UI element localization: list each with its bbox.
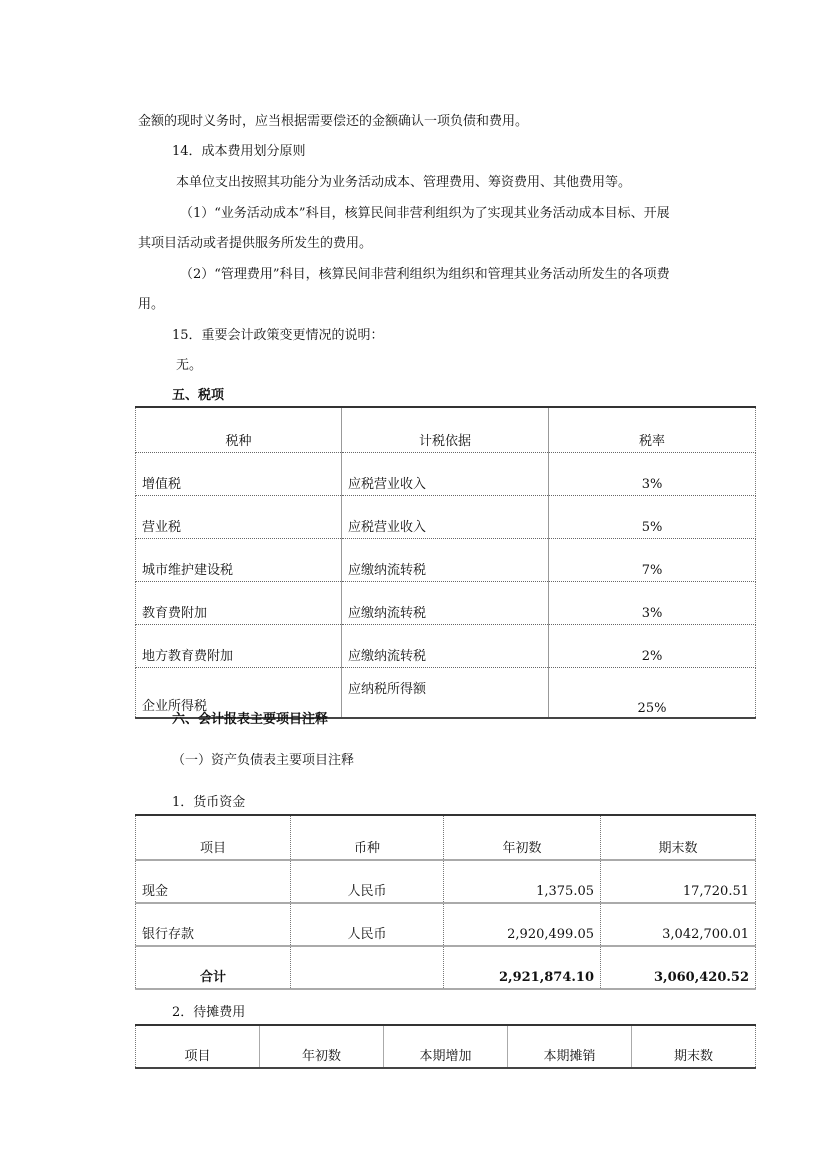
- cash-currency: 人民币: [291, 860, 444, 903]
- paragraph-expense-classification: 本单位支出按照其功能分为业务活动成本、管理费用、筹资费用、其他费用等。: [176, 175, 632, 190]
- header-end: 期末数: [601, 815, 756, 860]
- cash-begin: 2,920,499.05: [444, 903, 601, 946]
- table-row: [136, 903, 756, 946]
- header-begin: 年初数: [444, 815, 601, 860]
- tax-rate: 25%: [549, 668, 756, 719]
- header-tax-rate: 税率: [549, 407, 756, 453]
- prepaid-table: [135, 1024, 756, 1069]
- header-item: 项目: [136, 1025, 260, 1068]
- heading-prepaid-expenses: 2．待摊费用: [172, 1005, 246, 1020]
- cash-currency: 人民币: [291, 903, 444, 946]
- tax-rate: 3%: [549, 453, 756, 496]
- header-increase: 本期增加: [384, 1025, 508, 1068]
- tax-basis: 应缴纳流转税: [342, 625, 549, 668]
- subsection-title-balance-sheet: （一）资产负债表主要项目注释: [172, 753, 355, 768]
- header-item: 项目: [136, 815, 291, 860]
- tax-name: 城市维护建设税: [136, 539, 342, 582]
- table-row: [136, 860, 756, 903]
- cash-item: 现金: [136, 860, 291, 903]
- paragraph-business-cost-line1: （1）“业务活动成本”科目，核算民间非营利组织为了实现其业务活动成本目标、开展: [180, 206, 670, 221]
- cash-end: 17,720.51: [601, 860, 756, 903]
- header-amortized: 本期摊销: [508, 1025, 632, 1068]
- tax-basis: 应缴纳流转税: [342, 539, 549, 582]
- table-row: [136, 539, 756, 582]
- tax-rate: 5%: [549, 496, 756, 539]
- section-title-taxes: 五、税项: [172, 388, 225, 403]
- heading-cost-principle: 14．成本费用划分原则: [172, 144, 306, 159]
- tax-name: 企业所得税: [136, 668, 342, 719]
- section-title-notes: 六、会计报表主要项目注释: [172, 712, 329, 727]
- paragraph-admin-cost-line1: （2）“管理费用”科目，核算民间非营利组织为组织和管理其业务活动所发生的各项费: [180, 267, 670, 282]
- cash-table: [135, 814, 756, 990]
- cash-total-end: 3,060,420.52: [601, 946, 756, 989]
- heading-cash-funds: 1．货币资金: [172, 795, 246, 810]
- table-row: [136, 453, 756, 496]
- paragraph-admin-cost-line2: 用。: [138, 297, 165, 312]
- cash-begin: 1,375.05: [444, 860, 601, 903]
- header-end: 期末数: [632, 1025, 756, 1068]
- table-row: [136, 668, 756, 719]
- table-header-row: [136, 1025, 756, 1068]
- tax-basis: 应税营业收入: [342, 496, 549, 539]
- table-row: [136, 582, 756, 625]
- paragraph-liability-recognition: 金额的现时义务时，应当根据需要偿还的金额确认一项负债和费用。: [138, 114, 529, 129]
- header-begin: 年初数: [260, 1025, 384, 1068]
- cash-total-begin: 2,921,874.10: [444, 946, 601, 989]
- tax-basis: 应税营业收入: [342, 453, 549, 496]
- cash-total-label: 合计: [136, 946, 291, 989]
- cash-total-currency: [291, 946, 444, 989]
- tax-rate: 7%: [549, 539, 756, 582]
- tax-name: 增值税: [136, 453, 342, 496]
- paragraph-business-cost-line2: 其项目活动或者提供服务所发生的费用。: [138, 236, 373, 251]
- table-header-row: [136, 407, 756, 453]
- paragraph-none: 无。: [176, 358, 203, 373]
- tax-basis: 应纳税所得额: [342, 668, 549, 719]
- header-tax-basis: 计税依据: [342, 407, 549, 453]
- table-row: [136, 496, 756, 539]
- heading-policy-change: 15．重要会计政策变更情况的说明：: [172, 328, 384, 343]
- tax-name: 营业税: [136, 496, 342, 539]
- cash-item: 银行存款: [136, 903, 291, 946]
- tax-basis: 应缴纳流转税: [342, 582, 549, 625]
- tax-rate: 2%: [549, 625, 756, 668]
- tax-rate: 3%: [549, 582, 756, 625]
- table-header-row: [136, 815, 756, 860]
- tax-name: 地方教育费附加: [136, 625, 342, 668]
- tax-name: 教育费附加: [136, 582, 342, 625]
- tax-table: [135, 406, 756, 719]
- table-total-row: [136, 946, 756, 989]
- table-row: [136, 625, 756, 668]
- header-currency: 币种: [291, 815, 444, 860]
- cash-end: 3,042,700.01: [601, 903, 756, 946]
- header-tax-type: 税种: [136, 407, 342, 453]
